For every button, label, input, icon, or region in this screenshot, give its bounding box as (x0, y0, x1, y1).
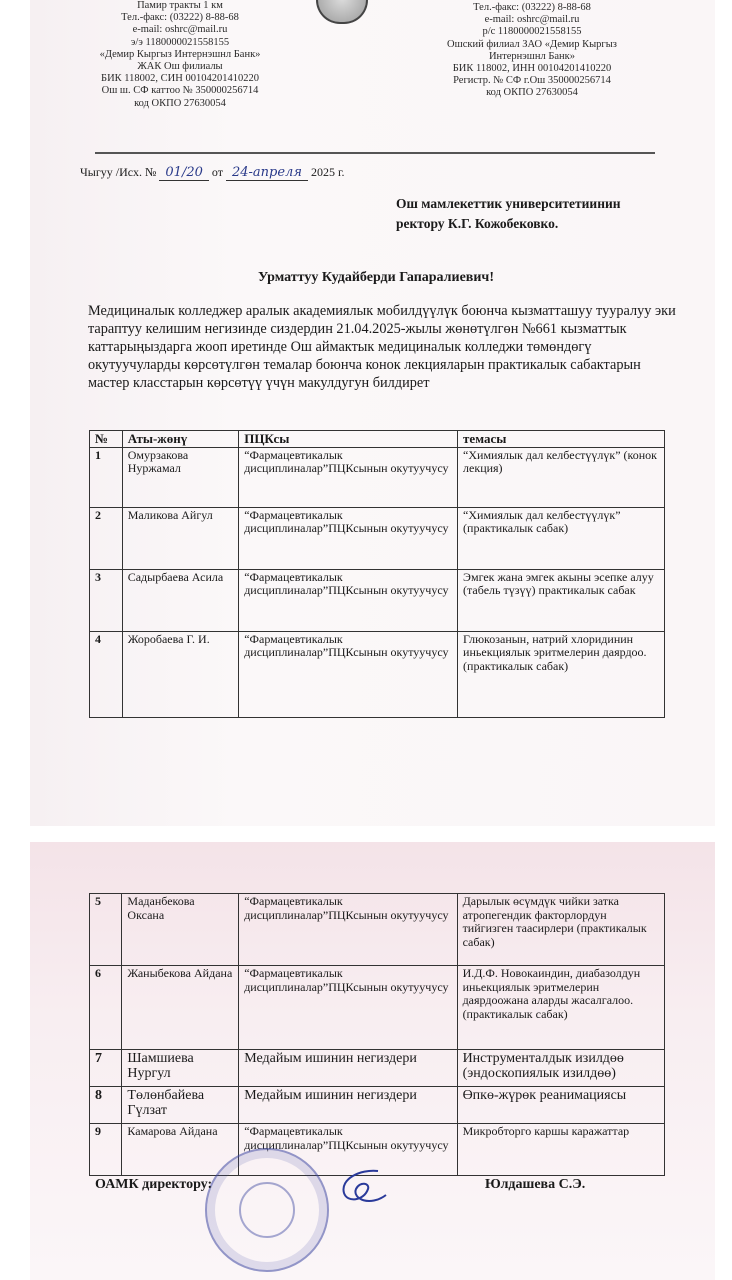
cell-name: Омурзакова Нуржамал (122, 447, 239, 507)
col-header-topic: темасы (458, 431, 665, 448)
letter-page-1 (30, 0, 715, 826)
cell-topic: Инструменталдык изилдөө (эндоскопиялык изилдөө) (457, 1050, 664, 1087)
col-header-number: № (90, 431, 123, 448)
header-line: Регистр. № СФ г.Ош 350000256714 (453, 75, 611, 87)
table-header-row (90, 431, 665, 448)
addressee-line: ректору К.Г. Кожобековко. (396, 216, 559, 231)
header-line: код ОКПО 27630054 (486, 87, 578, 99)
cell-topic: Глюкозанын, натрий хлоридинин иньекциялык эритмелерин даярдоо. (практикалык сабак) (458, 631, 665, 717)
cell-department: “Фармацевтикалык дисциплиналар”ПЦКсынын окутуучусу (239, 894, 457, 966)
table-row (90, 966, 665, 1050)
cell-number: 7 (90, 1050, 122, 1087)
cell-department: “Фармацевтикалык дисциплиналар”ПЦКсынын окутуучусу (239, 631, 458, 717)
header-line: «Демир Кыргыз Интернэшнл Банк» (99, 48, 261, 60)
cell-number: 8 (90, 1087, 122, 1124)
cell-topic: Микробторго каршы каражаттар (457, 1124, 664, 1176)
cell-department: “Фармацевтикалык дисциплиналар”ПЦКсынын окутуучусу (239, 447, 458, 507)
reference-date: 24-апреля (226, 165, 308, 181)
header-line: БИК 118002, СИН 00104201410220 (101, 73, 259, 85)
cell-number: 1 (90, 447, 123, 507)
header-line: Ошский филиал ЗАО «Демир Кыргыз (447, 38, 617, 50)
lecturers-table (89, 430, 665, 718)
table-row (90, 1087, 665, 1124)
cell-number: 2 (90, 507, 123, 569)
letter-page-2 (30, 842, 715, 1280)
header-line: Памир тракты 1 км (137, 0, 223, 11)
header-line: р/с 1180000021558155 (482, 26, 582, 38)
cell-name: Шамшиева Нургул (122, 1050, 239, 1087)
cell-name: Маданбекова Оксана (122, 894, 239, 966)
lecturers-table-continued (89, 893, 665, 1176)
header-line: код ОКПО 27630054 (134, 97, 226, 109)
header-line: Ош ш. СФ каттоо № 350000256714 (101, 85, 259, 97)
cell-number: 4 (90, 631, 123, 717)
header-line: ЖАК Ош филиалы (137, 61, 223, 73)
cell-topic: И.Д.Ф. Новокаиндин, диабазолдун иньекциялык эритмелерин даярдоожана аларды жасалгалоо. (практикалык сабак) (457, 966, 664, 1050)
table-row (90, 631, 665, 717)
addressee-line: Ош мамлекеттик университетиинин (396, 196, 621, 211)
addressee (396, 194, 621, 234)
reference-year: 2025 г. (310, 165, 345, 179)
cell-name: Жоробаева Г. И. (122, 631, 239, 717)
cell-department: Медайым ишинин негиздери (239, 1087, 457, 1124)
cell-name: Садырбаева Асила (122, 569, 239, 631)
header-left-details (70, 0, 290, 110)
table-row (90, 894, 665, 966)
header-divider (95, 152, 655, 154)
table-row (90, 447, 665, 507)
cell-department: Медайым ишинин негиздери (239, 1050, 457, 1087)
header-line: Интернэшнл Банк» (488, 50, 576, 62)
college-seal-stamp (205, 1148, 329, 1272)
reference-mid: от (211, 165, 223, 179)
cell-department: “Фармацевтикалык дисциплиналар”ПЦКсынын окутуучусу (239, 507, 458, 569)
cell-department: “Фармацевтикалык дисциплиналар”ПЦКсынын окутуучусу (239, 1124, 457, 1176)
cell-department: “Фармацевтикалык дисциплиналар”ПЦКсынын окутуучусу (239, 966, 457, 1050)
header-line: e-mail: oshrc@mail.ru (484, 14, 580, 26)
signatory-name: Юлдашева С.Э. (485, 1177, 586, 1192)
header-right-details (422, 2, 642, 100)
header-line: Тел.-факс: (03222) 8-88-68 (121, 12, 239, 24)
cell-number: 6 (90, 966, 122, 1050)
cell-number: 9 (90, 1124, 122, 1176)
cell-topic: “Химиялык дал келбестүүлүк” (практикалык сабак) (458, 507, 665, 569)
letter-body: Медициналык колледжер аралык академиялык мобилдүүлүк боюнча кызматташуу тууралуу эки тараптуу келишим негизинде сиздердин 21.04.2025-жылы жөнөтүлгөн №661 кызматтык каттарыңыздарга жооп иретинде Ош аймактык медициналык колледжи төмөндөгү окутуучуларды көрсөтүлгөн темалар боюнча конок лекцияларын практикалык сабактарын мастер класстарын көрсөтүү үчүн макулдугун билдирет (88, 303, 676, 391)
salutation: Урматтуу Кудайберди Гапаралиевич! (258, 270, 494, 285)
cell-topic: “Химиялык дал келбестүүлүк” (конок лекция) (458, 447, 665, 507)
outgoing-reference (80, 165, 345, 181)
table-row (90, 507, 665, 569)
cell-name: Төлөнбайева Гүлзат (122, 1087, 239, 1124)
state-emblem-icon (316, 0, 368, 24)
header-line: э/э 1180000021558155 (130, 36, 230, 48)
cell-number: 5 (90, 894, 122, 966)
table-row (90, 1050, 665, 1087)
col-header-name: Аты-жөнү (122, 431, 239, 448)
header-line: БИК 118002, ИНН 00104201410220 (452, 63, 612, 75)
cell-name: Жаныбекова Айдана (122, 966, 239, 1050)
signatory-position: ОАМК директору: (95, 1177, 213, 1192)
cell-topic: Эмгек жана эмгек акыны эсепке алуу (табель түзүү) практикалык сабак (458, 569, 665, 631)
cell-number: 3 (90, 569, 123, 631)
cell-department: “Фармацевтикалык дисциплиналар”ПЦКсынын окутуучусу (239, 569, 458, 631)
reference-prefix: Чыгуу /Исх. № (80, 165, 157, 179)
cell-topic: Дарылык өсүмдүк чийки затка атропегендик факторлордун тийгизген таасирлери (практикалык сабак) (457, 894, 664, 966)
reference-number: 01/20 (159, 165, 208, 181)
header-line: e-mail: oshrc@mail.ru (132, 24, 228, 36)
cell-name: Камарова Айдана (122, 1124, 239, 1176)
col-header-department: ПЦКсы (239, 431, 458, 448)
header-line: Тел.-факс: (03222) 8-88-68 (473, 2, 591, 13)
cell-name: Маликова Айгул (122, 507, 239, 569)
director-signature-icon (330, 1165, 390, 1210)
cell-topic: Өпкө-жүрөк реанимациясы (457, 1087, 664, 1124)
table-row (90, 569, 665, 631)
